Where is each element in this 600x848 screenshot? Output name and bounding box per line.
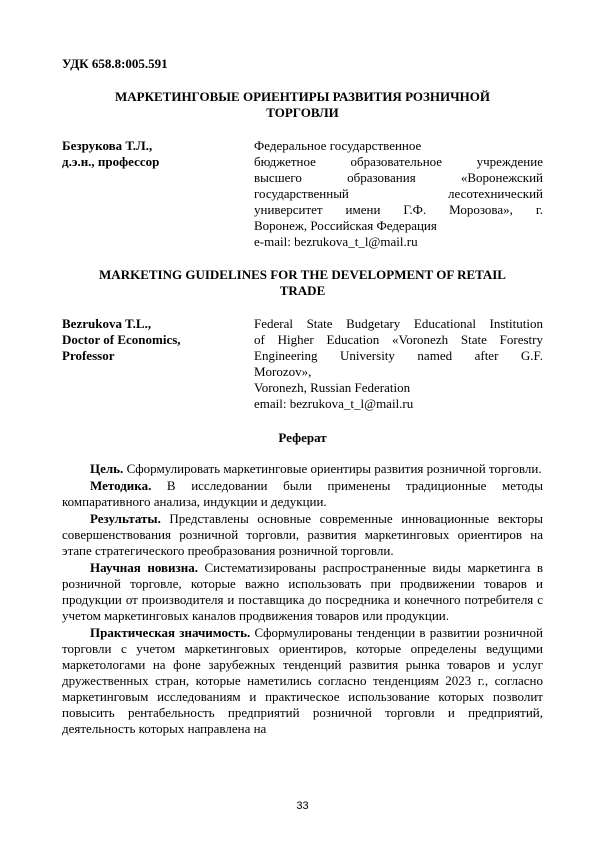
affiliation-line: Федеральное государственное [254, 138, 422, 153]
title-english-line: MARKETING GUIDELINES FOR THE DEVELOPMENT OF RETAIL [99, 267, 506, 282]
paragraph-text: В исследовании были применены традиционные методы компаративного анализа, индукции и дедукции. [62, 478, 543, 509]
author-name-line: Professor [62, 348, 115, 363]
email-line: email: bezrukova_t_l@mail.ru [254, 396, 414, 411]
author-name-line: Doctor of Economics, [62, 332, 181, 347]
paragraph-text: Систематизированы распространенные виды маркетинга в розничной торговле, которые важно использовать при продвижении товаров и продукции от производителя и поставщика до посредника и конечного потребителя с учетом маркетинговых каналов продвижения товаров или продукции. [62, 560, 544, 623]
page-number: 33 [296, 800, 309, 812]
abstract-paragraph-novelty [62, 560, 543, 624]
email-line: e-mail: bezrukova_t_l@mail.ru [254, 234, 418, 249]
affiliation-line: Voronezh, Russian Federation [254, 380, 411, 395]
author-name-english [62, 316, 247, 364]
paragraph-label: Методика. [90, 478, 152, 493]
udc-code: УДК 658.8:005.591 [62, 56, 168, 71]
title-russian [62, 89, 543, 121]
title-english-line: TRADE [279, 283, 326, 298]
affiliation-line: университет имени Г.Ф. Морозова», г. [254, 202, 543, 217]
affiliation-line: Federal State Budgetary Educational Institution [254, 316, 543, 331]
abstract-paragraph-results [62, 511, 543, 559]
affiliation-line: Воронеж, Российская Федерация [254, 218, 437, 233]
paragraph-label: Практическая значимость. [90, 625, 251, 640]
abstract-paragraph-method [62, 478, 543, 510]
affiliation-russian [254, 138, 543, 250]
paragraph-text: Сформулировать маркетинговые ориентиры развития розничной торговли. [123, 461, 542, 476]
title-russian-line: МАРКЕТИНГОВЫЕ ОРИЕНТИРЫ РАЗВИТИЯ РОЗНИЧНОЙ [114, 89, 491, 104]
paragraph-text: Представлены основные современные инновационные векторы совершенствования розничной торговли, развития маркетинговых ориентиров на этапе стратегического преобразования розничной торговли. [62, 511, 543, 558]
affiliation-line: Morozov», [254, 364, 312, 379]
paragraph-label: Цель. [90, 461, 124, 476]
author-name-line: Bezrukova T.L., [62, 316, 152, 331]
paper-page [62, 0, 543, 848]
affiliation-english [254, 316, 543, 412]
author-name-russian [62, 138, 247, 170]
title-english [62, 267, 543, 299]
author-name-line: Безрукова Т.Л., [62, 138, 153, 153]
abstract-paragraph-significance [62, 625, 543, 737]
paragraph-text: Сформулированы тенденции в развитии розничной торговли с учетом маркетинговых ориентиров, которые определены ведущими маркетологами на фоне зарубежных тенденций развития рынка товаров и услуг дружественных стран, которые наметились согласно тенденциям 2023 г., согласно маркетинговым исследованиям и практическое использование которых позволит повысить рентабельность предприятий розничной торговли и предприятий, деятельность которых направлена на [62, 625, 544, 736]
paragraph-label: Научная новизна. [90, 560, 198, 575]
author-name-line: д.э.н., профессор [62, 154, 160, 169]
affiliation-line: Engineering University named after G.F. [254, 348, 543, 363]
affiliation-line: бюджетное образовательное учреждение [254, 154, 543, 169]
title-russian-line: ТОРГОВЛИ [266, 105, 339, 120]
affiliation-line: высшего образования «Воронежский [254, 170, 543, 185]
abstract-body [62, 461, 543, 738]
affiliation-line: of Higher Education «Voronezh State Forestry [254, 332, 543, 347]
abstract-paragraph-goal [62, 461, 543, 477]
affiliation-line: государственный лесотехнический [254, 186, 543, 201]
abstract-heading: Реферат [278, 430, 327, 445]
paragraph-label: Результаты. [90, 511, 161, 526]
